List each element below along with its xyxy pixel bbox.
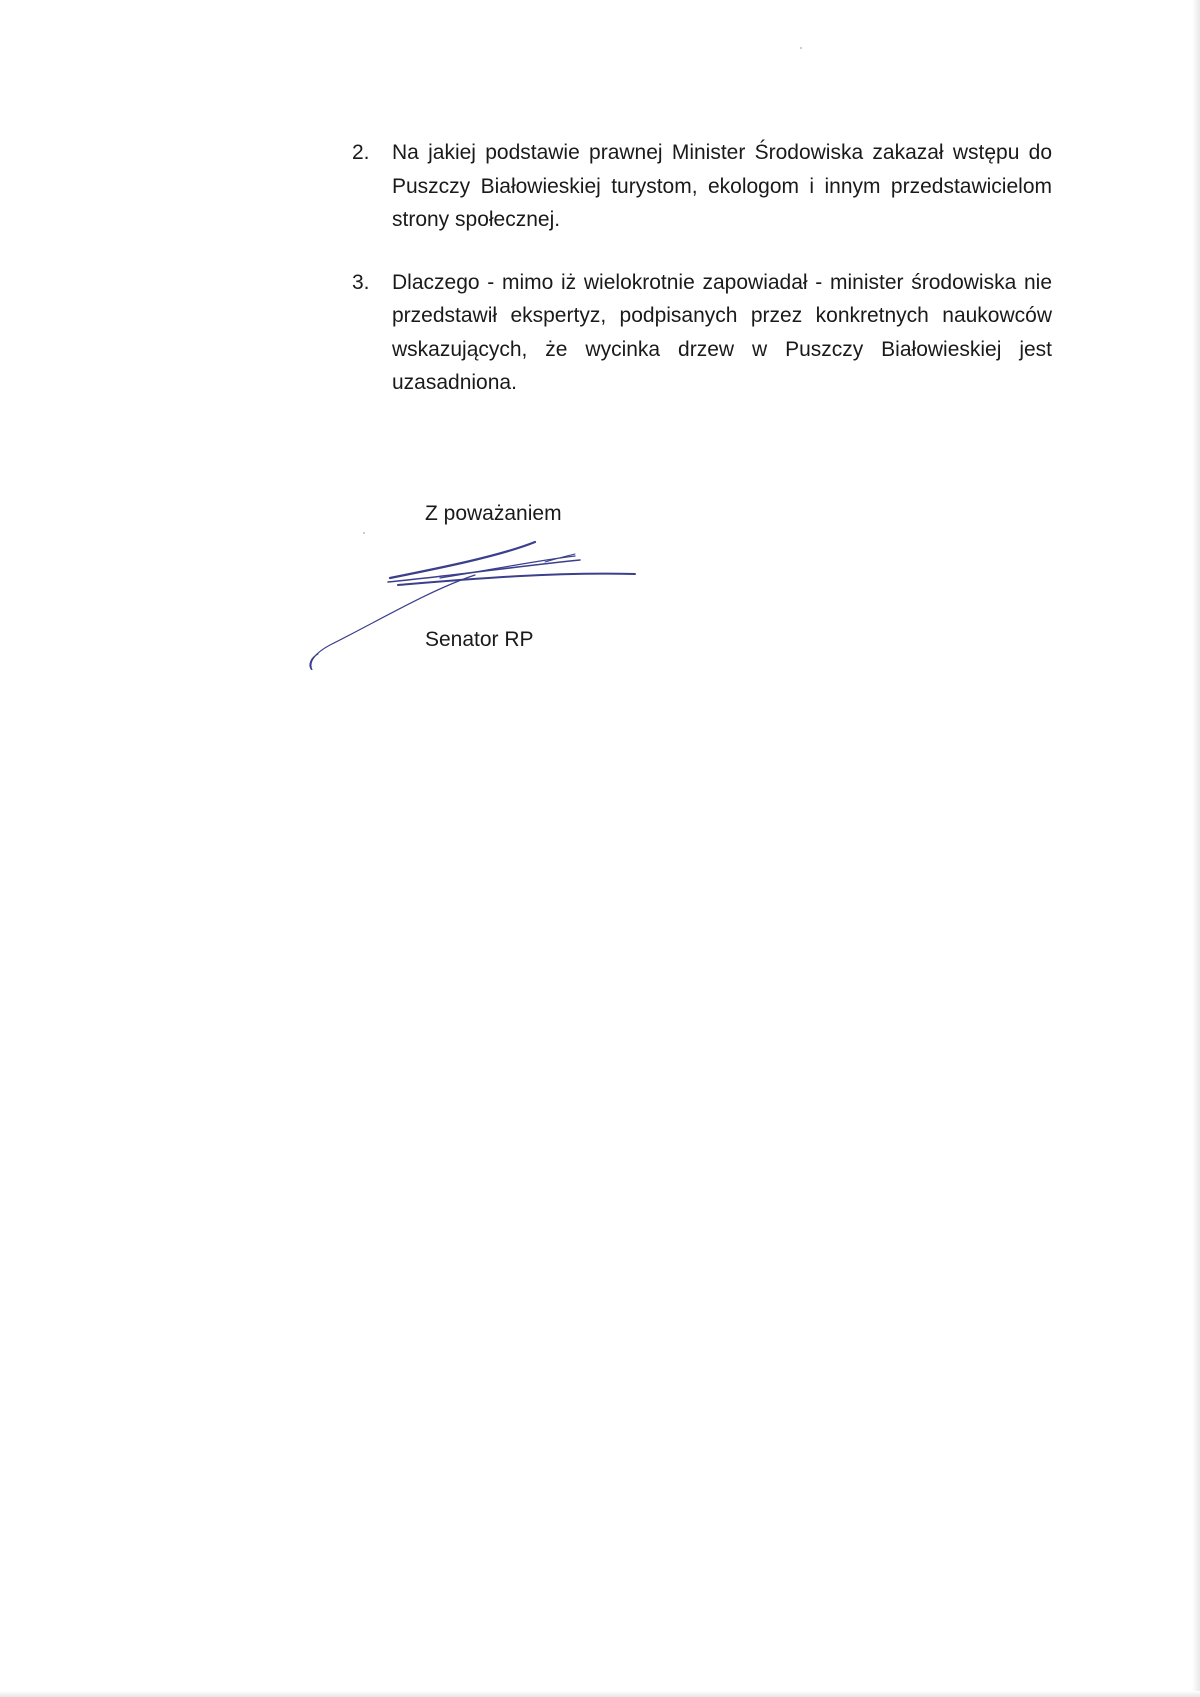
item-number: 2. — [352, 141, 370, 164]
signatory-title: Senator RP — [425, 628, 534, 651]
closing-salutation: Z poważaniem — [425, 502, 562, 525]
page-edge-right — [1192, 0, 1200, 1697]
list-item — [352, 266, 1052, 400]
paper-speck — [800, 47, 802, 49]
paper-speck — [363, 532, 365, 534]
list-item — [352, 136, 1052, 237]
item-text: Na jakiej podstawie prawnej Minister Środowiska zakazał wstępu do Puszczy Białowieskiej turystom, ekologom i innym przedstawicielom strony społecznej. — [392, 141, 1052, 231]
item-text: Dlaczego - mimo iż wielokrotnie zapowiadał - minister środowiska nie przedstawił ekspertyz, podpisanych przez konkretnych naukowców wskazujących, że wycinka drzew w Puszczy Białowieskiej jest uzasadniona. — [392, 270, 1052, 394]
page-edge-bottom — [0, 1691, 1200, 1697]
item-number: 3. — [352, 270, 370, 294]
question-list — [352, 136, 1052, 429]
